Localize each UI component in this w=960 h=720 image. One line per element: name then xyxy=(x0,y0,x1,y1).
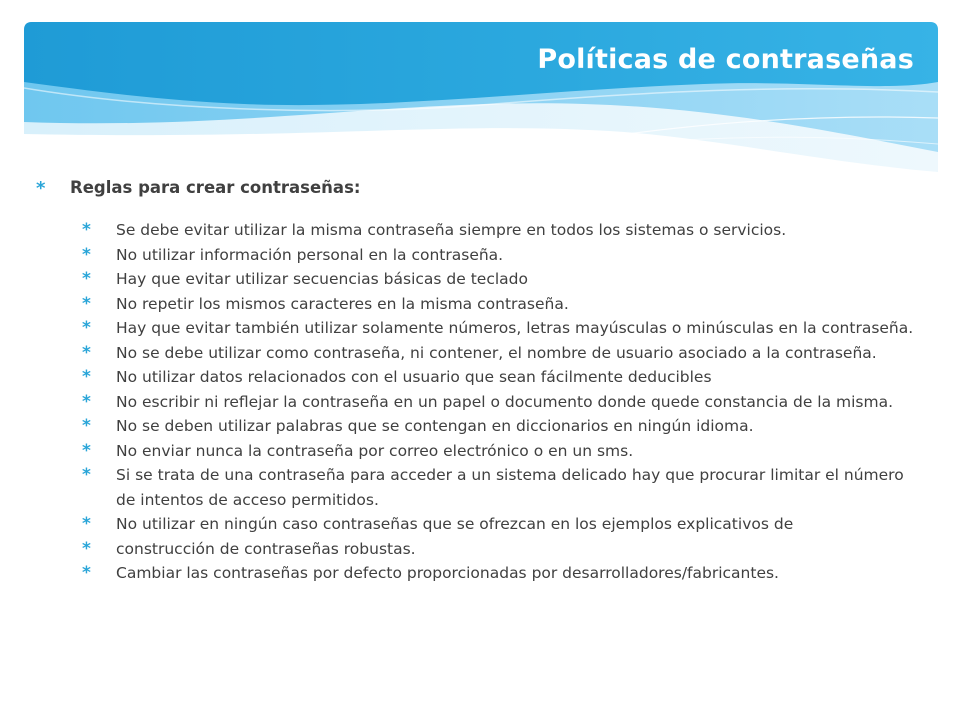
asterisk-bullet-icon: * xyxy=(36,178,46,199)
asterisk-bullet-icon: * xyxy=(82,514,91,534)
list-item xyxy=(82,341,926,366)
asterisk-bullet-icon: * xyxy=(82,220,91,240)
asterisk-bullet-icon: * xyxy=(82,563,91,583)
list-item-text: No enviar nunca la contraseña por correo electrónico o en un sms. xyxy=(116,441,634,460)
asterisk-bullet-icon: * xyxy=(82,269,91,289)
asterisk-bullet-icon: * xyxy=(82,293,91,314)
list-item xyxy=(82,561,926,586)
list-item-text: Hay que evitar utilizar secuencias básicas de teclado xyxy=(116,270,528,288)
list-item xyxy=(82,316,926,341)
list-item xyxy=(82,243,926,268)
asterisk-bullet-icon: * xyxy=(82,342,91,363)
list-item xyxy=(82,414,926,439)
content-area xyxy=(36,176,926,586)
list-item-text: Se debe evitar utilizar la misma contraseña siempre en todos los sistemas o servicios. xyxy=(116,221,787,239)
rules-list xyxy=(36,218,926,586)
page-title: Políticas de contraseñas xyxy=(537,44,914,75)
list-item xyxy=(82,390,926,415)
list-item-text: No utilizar en ningún caso contraseñas que se ofrezcan en los ejemplos explicativos de xyxy=(116,515,794,533)
list-item-text: No utilizar información personal en la contraseña. xyxy=(116,245,504,264)
asterisk-bullet-icon: * xyxy=(82,391,91,412)
list-item xyxy=(82,512,926,537)
list-item-text: No se debe utilizar como contraseña, ni contener, el nombre de usuario asociado a la contraseña. xyxy=(116,343,877,362)
list-item-text: Hay que evitar también utilizar solamente números, letras mayúsculas o minúsculas en la contraseña. xyxy=(116,319,914,337)
asterisk-bullet-icon: * xyxy=(82,416,91,436)
list-item xyxy=(82,218,926,243)
list-item-text: No escribir ni reflejar la contraseña en un papel o documento donde quede constancia de la misma. xyxy=(116,392,894,411)
asterisk-bullet-icon: * xyxy=(82,538,91,559)
list-item-text: No utilizar datos relacionados con el usuario que sean fácilmente deducibles xyxy=(116,368,712,386)
header-banner xyxy=(24,22,938,172)
list-item xyxy=(82,463,926,512)
list-item xyxy=(82,292,926,317)
list-item-text: Cambiar las contraseñas por defecto proporcionadas por desarrolladores/fabricantes. xyxy=(116,564,779,582)
list-item-text: No repetir los mismos caracteres en la misma contraseña. xyxy=(116,294,569,313)
list-item xyxy=(82,267,926,292)
list-item-text: construcción de contraseñas robustas. xyxy=(116,539,416,558)
list-item-text: Si se trata de una contraseña para acceder a un sistema delicado hay que procurar limitar el número de intentos de acceso permitidos. xyxy=(116,466,904,509)
list-item xyxy=(82,537,926,562)
asterisk-bullet-icon: * xyxy=(82,244,91,265)
asterisk-bullet-icon: * xyxy=(82,367,91,387)
section-heading xyxy=(36,176,926,200)
list-item xyxy=(82,365,926,390)
list-item-text: No se deben utilizar palabras que se contengan en diccionarios en ningún idioma. xyxy=(116,417,754,435)
asterisk-bullet-icon: * xyxy=(82,318,91,338)
asterisk-bullet-icon: * xyxy=(82,440,91,461)
list-item xyxy=(82,439,926,464)
asterisk-bullet-icon: * xyxy=(82,465,91,485)
section-heading-label: Reglas para crear contraseñas: xyxy=(70,178,361,197)
